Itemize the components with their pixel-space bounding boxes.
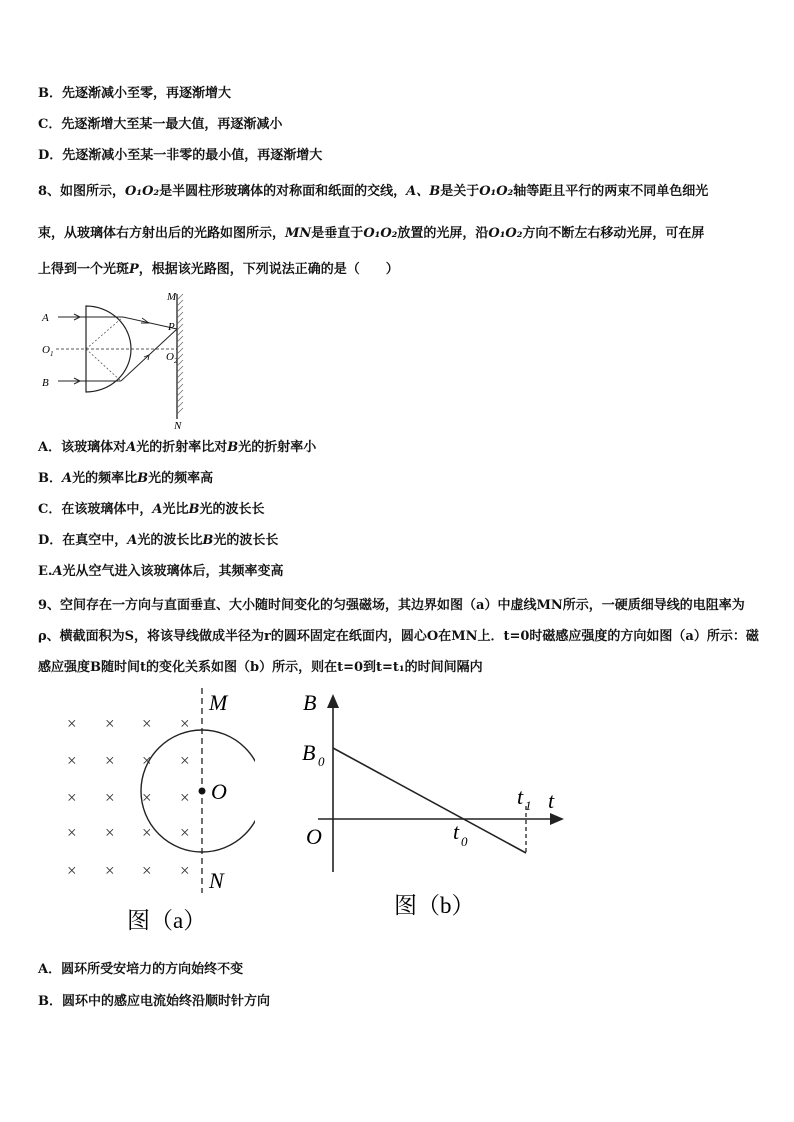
svg-text:×: × [67,751,77,770]
q7-option-b: B．先逐渐减小至零，再逐渐增大 [38,86,231,101]
label-m: M [209,690,228,715]
svg-text:×: × [67,714,77,733]
q7-option-c: C．先逐渐增大至某一最大值，再逐渐减小 [38,117,283,132]
label-p: P [168,321,175,333]
svg-text:×: × [180,788,190,807]
svg-text:×: × [180,861,190,880]
q9-option-a: A．圆环所受安培力的方向始终不变 [38,962,244,977]
q9-figure-a [55,688,255,938]
label-n: N [209,868,224,893]
q9-option-b: B．圆环中的感应电流始终沿顺时针方向 [38,994,270,1009]
caption-a: 图（a） [127,908,207,933]
svg-text:×: × [105,751,115,770]
svg-text:×: × [67,823,77,842]
svg-text:×: × [142,714,152,733]
label-o1: O [42,344,50,356]
q8-stem-line3: 上得到一个光斑P，根据该光路图，下列说法正确的是（ ） [38,262,399,277]
q7-option-d: D．先逐渐减小至某一非零的最小值，再逐渐增大 [38,148,323,163]
screen-hatch [177,294,183,414]
svg-text:×: × [105,714,115,733]
q8-option-b: B．A光的频率比B光的频率高 [38,471,214,486]
svg-text:×: × [180,823,190,842]
q8-optics-figure [36,286,206,432]
label-b0-sub: 0 [318,754,325,769]
svg-text:×: × [180,751,190,770]
svg-text:×: × [142,823,152,842]
svg-text:×: × [142,861,152,880]
label-t0-sub: 0 [461,834,468,849]
label-t1: t [517,784,524,809]
q9-stem: 9、空间存在一方向与直面垂直、大小随时间变化的匀强磁场，其边界如图（a）中虚线MN所示，一硬质细导线的电阻率为ρ、横截面积为S，将该导线做成半径为r的圆环固定在纸面内，圆心O在MN上．t=0时磁感应强度的方向如图（a）所示：磁感应强度B随时间t的变化关系如图（b）所示，则在t=0到t=t₁的时间间隔内 [38,598,759,675]
t-axis-arrow [550,813,564,825]
label-t0: t [453,819,460,844]
center-dot [199,788,206,795]
label-origin: O [306,824,322,849]
svg-text:×: × [105,861,115,880]
label-t1-sub: 1 [525,798,532,813]
label-o1-sub: 1 [50,350,54,358]
label-a: A [42,312,49,324]
q9-figure-b [298,686,578,926]
q8-option-e: E.A光从空气进入该玻璃体后，其频率变高 [38,564,284,579]
label-b: B [42,377,49,389]
svg-text:×: × [142,788,152,807]
q8-option-d: D．在真空中，A光的波长比B光的波长长 [38,533,279,548]
svg-text:×: × [105,823,115,842]
ring-circle [141,730,255,852]
label-o2-sub: 2 [174,357,178,365]
label-o2: O [166,351,174,363]
svg-text:×: × [67,861,77,880]
q8-option-a: A．该玻璃体对A光的折射率比对B光的折射率小 [38,440,317,455]
svg-text:×: × [142,751,152,770]
b-vs-t-line [333,748,526,853]
q8-option-c: C．在该玻璃体中，A光比B光的波长长 [38,502,265,517]
svg-text:×: × [105,788,115,807]
label-b: B [303,690,317,715]
label-b0: B [302,740,316,765]
label-o: O [211,779,227,804]
q8-stem-line2: 束，从玻璃体右方射出后的光路如图所示，MN是垂直于O₁O₂放置的光屏，沿O₁O₂方向不断左右移动光屏，可在屏 [38,226,705,241]
q8-stem-line1: 8、如图所示，O₁O₂是半圆柱形玻璃体的对称面和纸面的交线，A、B是关于O₁O₂轴等距且平行的两束不同单色细光 [38,184,709,199]
caption-b: 图（b） [394,893,475,918]
label-m: M [167,291,177,303]
svg-text:×: × [67,788,77,807]
label-n: N [174,420,182,432]
label-t: t [548,788,555,813]
b-axis-arrow [327,694,339,708]
svg-text:×: × [180,714,190,733]
